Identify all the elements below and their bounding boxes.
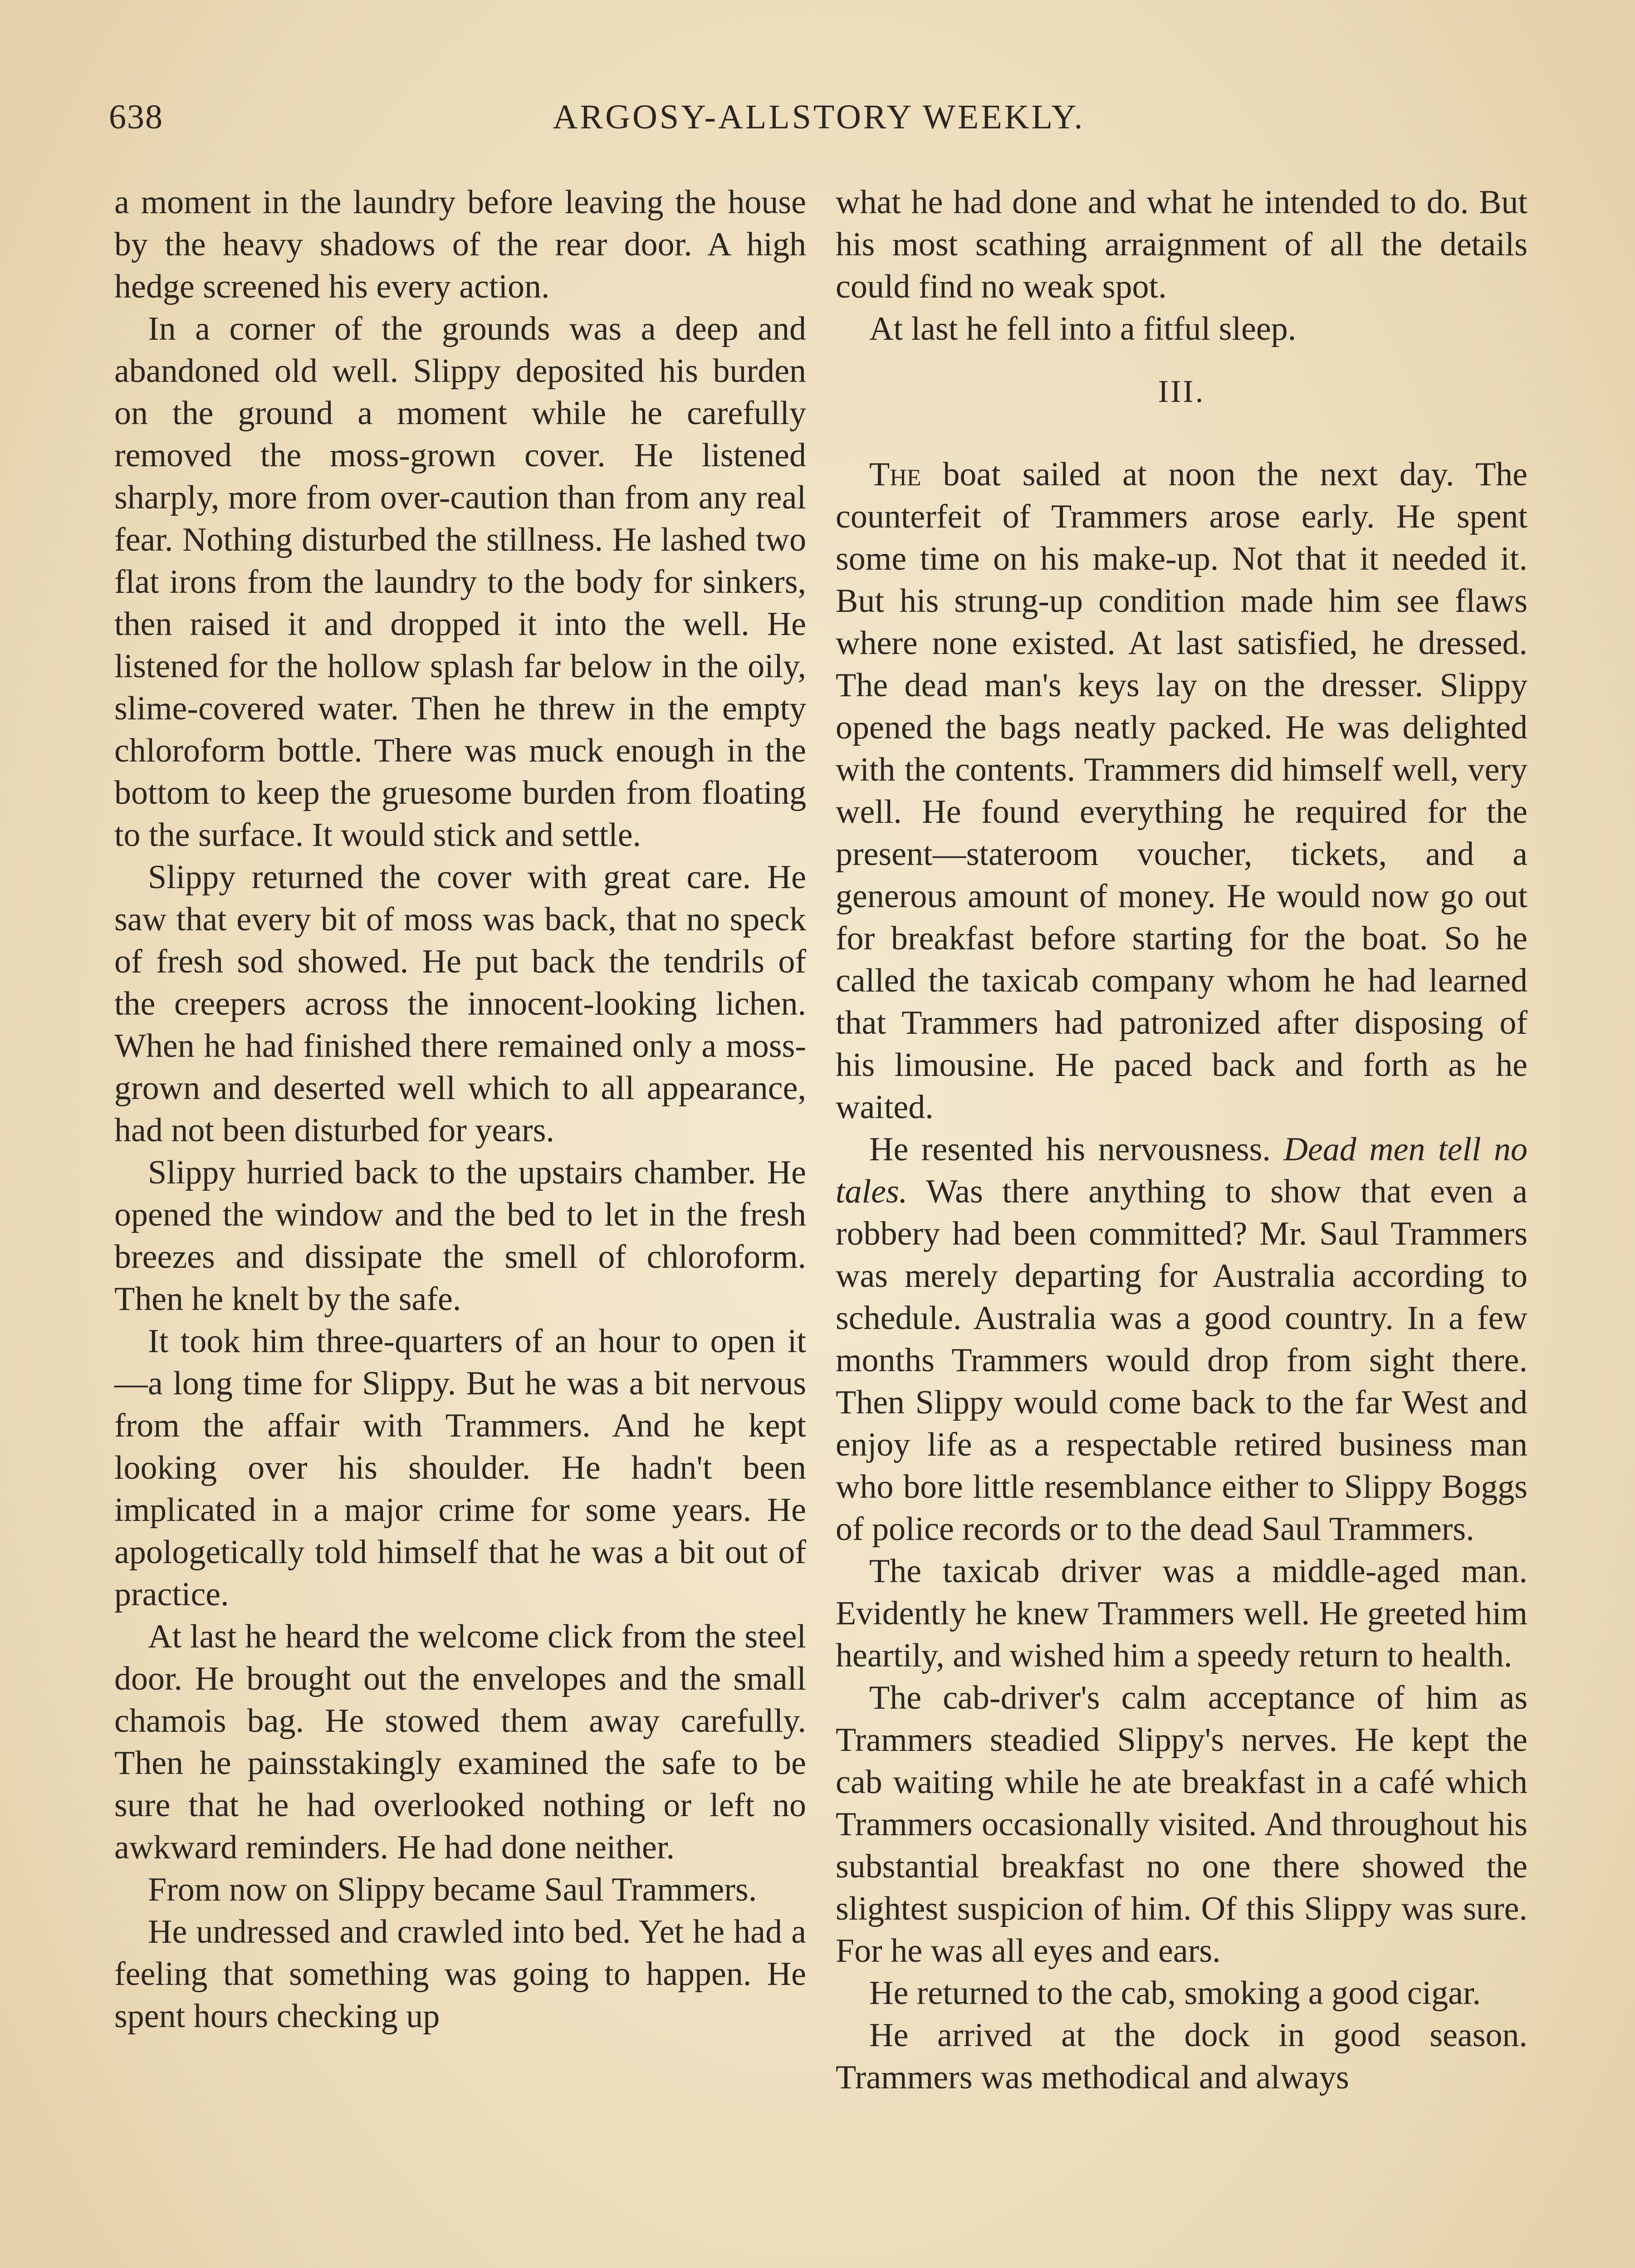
page-header	[109, 98, 1529, 152]
italic-phrase: Dead men tell no tales.	[836, 1131, 1527, 1210]
paragraph: At last he heard the welcome click from the steel door. He brought out the envelopes and the small chamois bag. He stowed them away carefully. Then he painsstakingly examined the safe to be sure that he had overlooked nothing or left no awkward reminders. He had done neither.	[114, 1618, 806, 1866]
paragraph-text: boat sailed at noon the next day. The counterfeit of Trammers arose early. He spent some time on his make-up. Not that it needed it. But his strung-up condition made him see flaws where none existed. At last satisfied, he dressed. The dead man's keys lay on the dresser. Slippy opened the bags neatly packed. He was delighted with the contents. Trammers did himself well, very well. He found everything he required for the present—stateroom voucher, tickets, and a generous amount of money. He would now go out for breakfast before starting for the boat. So he called the taxicab company whom he had learned that Trammers had patronized after disposing of his limousine. He paced back and forth as he waited.	[836, 456, 1527, 1126]
paragraph: The taxicab driver was a middle-aged man. Evidently he knew Trammers well. He greeted him heartily, and wished him a speedy return to health.	[836, 1553, 1527, 1674]
paragraph: He undressed and crawled into bed. Yet he had a feeling that something was going to happen. He spent hours checking up	[114, 1913, 806, 2035]
page-number: 638	[109, 98, 163, 136]
paragraph: Slippy hurried back to the upstairs chamber. He opened the window and the bed to let in the fresh breezes and dissipate the smell of chloroform. Then he knelt by the safe.	[114, 1154, 806, 1318]
paragraph: At last he fell into a fitful sleep.	[869, 310, 1297, 347]
paragraph: In a corner of the grounds was a deep and abandoned old well. Slippy deposited his burden on the ground a moment while he carefully removed the moss-grown cover. He listened sharply, more from over-caution than from any real fear. Nothing disturbed the stillness. He lashed two flat irons from the laundry to the body for sinkers, then raised it and dropped it into the well. He listened for the hollow splash far below in the oily, slime-covered water. Then he threw in the empty chloroform bottle. There was muck enough in the bottom to keep the gruesome burden from floating to the surface. It would stick and settle.	[114, 310, 806, 854]
paragraph	[836, 1129, 1527, 1550]
paragraph: He returned to the cab, smoking a good cigar.	[869, 1975, 1481, 2012]
paragraph: From now on Slippy became Saul Trammers.	[148, 1871, 757, 1908]
section-first-word: The	[869, 456, 921, 493]
paragraph: a moment in the laundry before leaving the house by the heavy shadows of the rear door. A high hedge screened his every action.	[114, 184, 806, 305]
paragraph: Slippy returned the cover with great care. He saw that every bit of moss was back, that no speck of fresh sod showed. He put back the tendrils of the creepers across the innocent-looking lichen. When he had finished there remained only a moss-grown and deserted well which to all appearance, had not been disturbed for years.	[114, 859, 806, 1149]
paragraph: He arrived at the dock in good season. Trammers was methodical and always	[836, 2017, 1527, 2096]
paragraph: It took him three-quarters of an hour to open it—a long time for Slippy. But he was a bit nervous from the affair with Trammers. And he kept looking over his shoulder. He hadn't been implicated in a major crime for some years. He apologetically told himself that he was a bit out of practice.	[114, 1323, 806, 1613]
section-opening-paragraph	[836, 454, 1527, 1129]
right-column	[836, 181, 1527, 2099]
paragraph: what he had done and what he intended to do. But his most scathing arraignment of all the details could find no weak spot.	[836, 184, 1527, 305]
left-column	[114, 181, 806, 2038]
paragraph-text: He resented his nervousness.	[869, 1131, 1284, 1168]
paragraph-text: Was there anything to show that even a robbery had been committed? Mr. Saul Trammers was merely departing for Australia according to schedule. Australia was a good country. In a few months Trammers would drop from sight there. Then Slippy would come back to the far West and enjoy life as a respectable retired business man who bore little resemblance either to Slippy Boggs of police records or to the dead Saul Trammers.	[836, 1173, 1527, 1548]
running-head: ARGOSY-ALLSTORY WEEKLY.	[553, 98, 1085, 136]
section-heading: III.	[1158, 374, 1205, 409]
paragraph: The cab-driver's calm acceptance of him as Trammers steadied Slippy's nerves. He kept the cab waiting while he ate breakfast in a café which Trammers occasionally visited. And throughout his substantial breakfast no one there showed the slightest suspicion of him. Of this Slippy was sure. For he was all eyes and ears.	[836, 1679, 1527, 1970]
